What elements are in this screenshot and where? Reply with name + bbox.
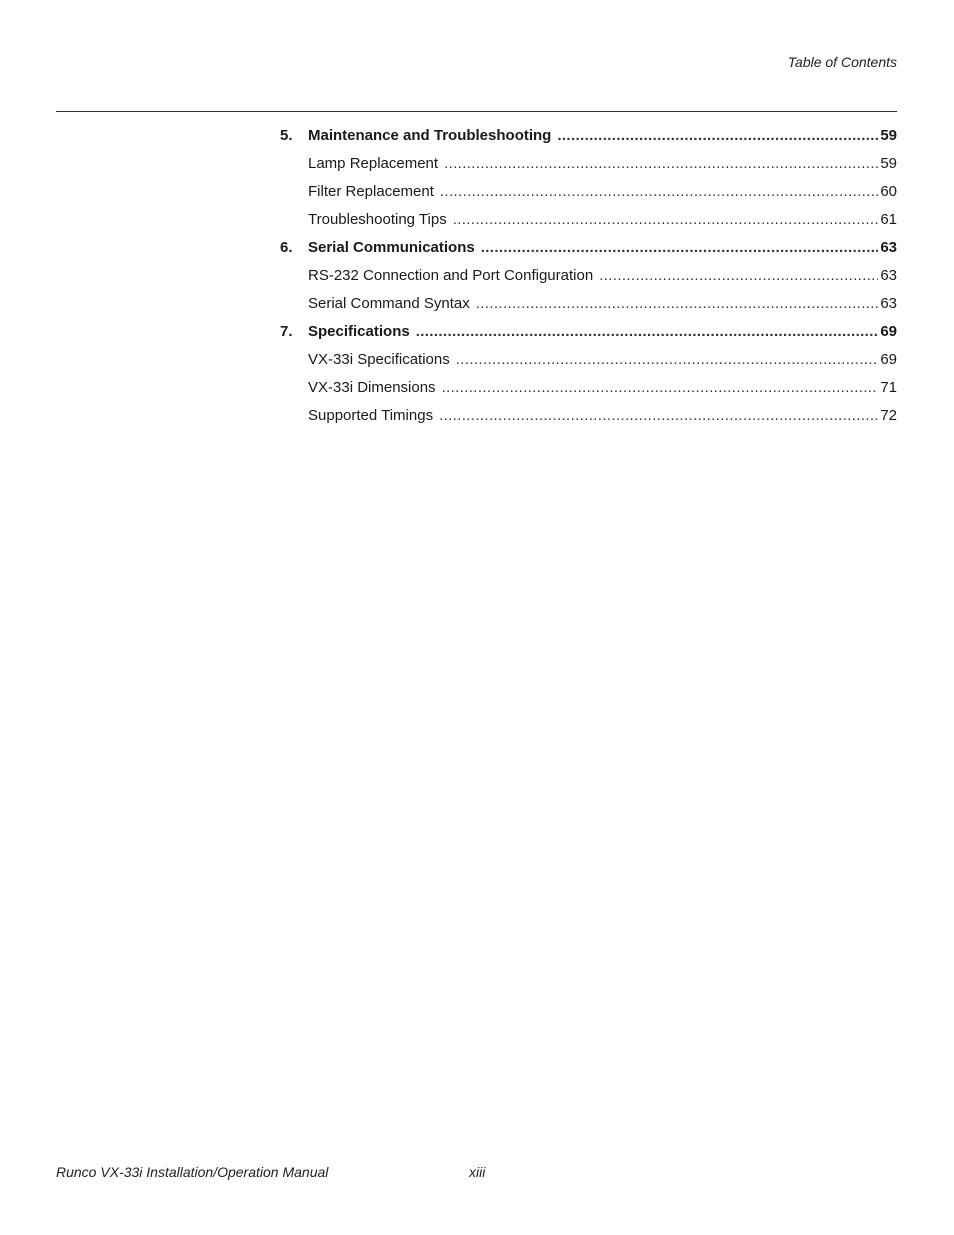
toc-entry-page: 72 [880,407,897,424]
header-rule [56,111,897,112]
toc-entry-title: Supported Timings [308,407,434,424]
toc-entry-title: VX-33i Specifications [308,351,450,368]
toc-dot-leader [476,290,879,318]
toc-section-entry[interactable] [280,262,897,290]
footer-page-number: xiii [469,1164,486,1180]
toc-entry-page: 60 [880,183,897,200]
toc-entry-title: Serial Command Syntax [308,295,470,312]
toc-entry-page: 59 [880,127,897,144]
toc-section-entry[interactable] [280,346,897,374]
table-of-contents [280,122,897,430]
toc-entry-page: 63 [880,295,897,312]
toc-entry-page: 71 [880,379,897,396]
toc-chapter-entry[interactable] [280,318,897,346]
toc-entry-title: Troubleshooting Tips [308,211,447,228]
toc-dot-leader [456,346,879,374]
toc-dot-leader [444,150,878,178]
toc-dot-leader [439,402,878,430]
toc-dot-leader [599,262,878,290]
toc-entry-title: Filter Replacement [308,183,434,200]
toc-entry-page: 61 [880,211,897,228]
toc-entry-title: Specifications [308,323,410,340]
toc-entry-title: VX-33i Dimensions [308,379,436,396]
toc-entry-title: Lamp Replacement [308,155,439,172]
toc-section-entry[interactable] [280,206,897,234]
toc-entry-number: 5. [280,127,293,144]
running-header-title: Table of Contents [787,54,897,70]
toc-dot-leader [453,206,879,234]
toc-entry-page: 69 [880,351,897,368]
toc-section-entry[interactable] [280,178,897,206]
toc-section-entry[interactable] [280,374,897,402]
toc-dot-leader [416,318,879,346]
toc-section-entry[interactable] [280,290,897,318]
toc-entry-page: 69 [880,323,897,340]
toc-entry-page: 63 [880,267,897,284]
toc-section-entry[interactable] [280,150,897,178]
toc-entry-page: 63 [880,239,897,256]
footer-manual-title: Runco VX-33i Installation/Operation Manual [56,1164,329,1180]
toc-entry-page: 59 [880,155,897,172]
toc-section-entry[interactable] [280,402,897,430]
toc-chapter-entry[interactable] [280,234,897,262]
toc-chapter-entry[interactable] [280,122,897,150]
toc-entry-title: RS-232 Connection and Port Configuration [308,267,594,284]
toc-entry-number: 7. [280,323,293,340]
toc-dot-leader [440,178,878,206]
toc-entry-title: Maintenance and Troubleshooting [308,127,552,144]
toc-dot-leader [481,234,879,262]
toc-dot-leader [557,122,878,150]
toc-dot-leader [442,374,879,402]
toc-entry-number: 6. [280,239,293,256]
toc-entry-title: Serial Communications [308,239,475,256]
